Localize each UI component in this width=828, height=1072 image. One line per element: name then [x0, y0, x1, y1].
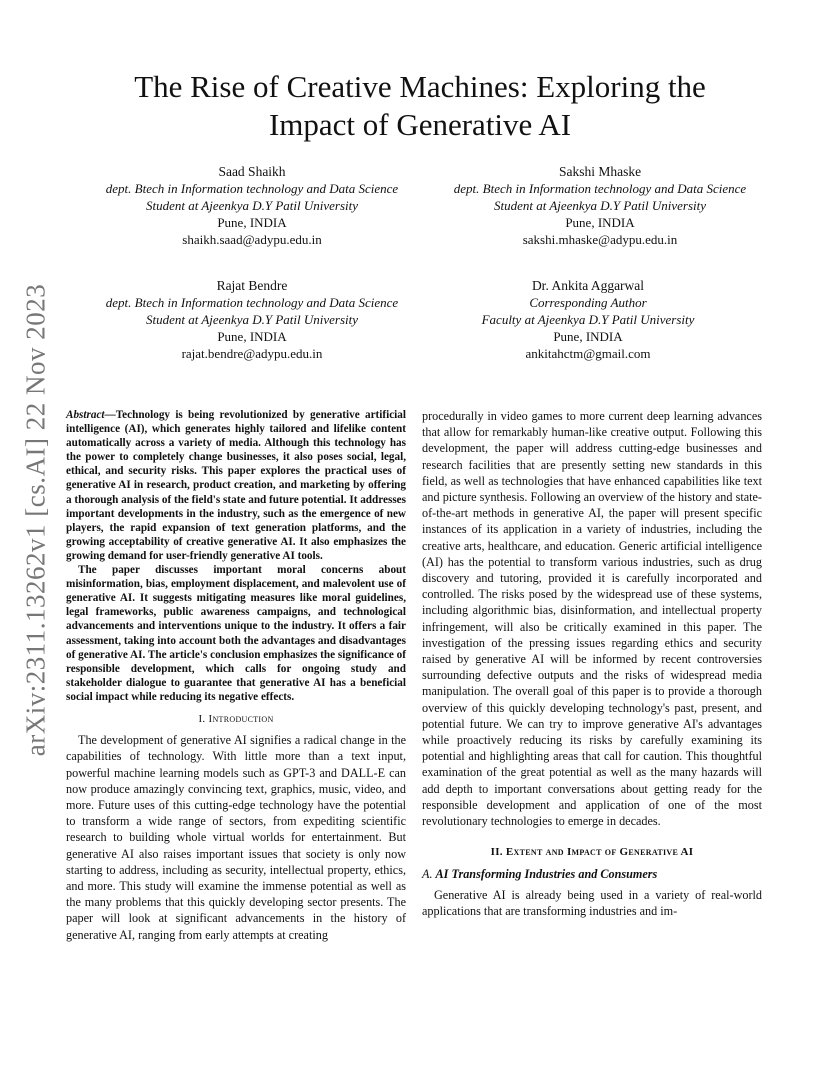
- author-name: Dr. Ankita Aggarwal: [531, 278, 645, 293]
- author-affiliation-dept: Corresponding Author: [529, 295, 647, 310]
- abstract-paragraph-1: Abstract—Technology is being revolutionized by generative artificial intelligence (AI), which generates highly tailored and lifelike content automatically across a variety of media. Although this technology has the power to completely change businesses, it also poses social, legal, ethical, and security risks. This paper explores the practical uses of generative AI in research, product creation, and marketing by offering a thorough analysis of the field's state and future potential. It addresses important developments in the industry, such as the emergence of new players, the rapid expansion of text generation platforms, and the growing acceptability of creative generative AI. It also emphasizes the growing demand for user-friendly generative AI tools.: [66, 409, 407, 562]
- introduction-text-right: procedurally in video games to more current deep learning advances that allow for remarkably human-like creative output. Following this development, the paper will address cutting-edge businesses and research facilities that are presently setting new standards in this field, as well as technologies that have enhanced capabilities like text and picture synthesis. Following an overview of the history and state-of-the-art methods in generative AI, the paper will present specific instances of its application in a variety of industries, including the creative arts, healthcare, and education. Generic artificial intelligence (AI) has the potential to transform various industries, such as drug discovery and tutoring, provided it is carefully incorporated and controlled. The risks posed by the widespread use of these systems, including algorithmic bias, disinformation, and intellectual property infringement, will also be critically examined in this paper. The investigation of the pressing issues regarding ethics and security raised by generative AI will be informed by recent controversies surrounding defective outputs and the risks of widespread media manipulation. The overall goal of this paper is to provide a thorough overview of this quickly developing technology's past, present, and potential future. We can try to improve generative AI's advantages while proactively reducing its risks by carefully examining its potential and highlighting areas that call for caution. This thoughtful examination of the great potential as well as the many hazards will add depth to important conversations about getting ready for the responsible development and application of one of the most revolutionary technologies to emerge in decades.: [422, 409, 762, 829]
- author-location: Pune, INDIA: [217, 215, 287, 230]
- right-column: [422, 408, 762, 919]
- author-email[interactable]: rajat.bendre@adypu.edu.in: [181, 346, 323, 361]
- author-affiliation-role: Student at Ajeenkya D.Y Patil University: [493, 198, 707, 213]
- abstract-text-1: Technology is being revolutionized by generative artificial intelligence (AI), which generates highly tailored and lifelike content automatically across a variety of media. Although this technology has the power to completely change businesses, it also poses social, legal, ethical, and security risks. This paper explores the practical uses of generative AI in research, product creation, and marketing by offering a thorough analysis of the field's state and future potential. It addresses important developments in the industry, such as the emergence of new players, the rapid expansion of text generation platforms, and the growing acceptability of creative generative AI. It also emphasizes the growing demand for user-friendly generative AI tools.: [66, 409, 407, 562]
- author-location: Pune, INDIA: [217, 329, 287, 344]
- paper-title: The Rise of Creative Machines: Exploring the Impact of Generative AI: [134, 69, 706, 142]
- author-block-2: [405, 163, 795, 248]
- section-heading-introduction: [66, 711, 406, 727]
- arxiv-identifier: arXiv:2311.13262v1 [cs.AI] 22 Nov 2023: [20, 283, 51, 757]
- author-block-1: [57, 163, 447, 248]
- subsection-heading: [422, 866, 762, 882]
- author-email[interactable]: ankitahctm@gmail.com: [525, 346, 651, 361]
- author-name: Rajat Bendre: [216, 278, 288, 293]
- author-block-4: [393, 277, 783, 362]
- author-email[interactable]: shaikh.saad@adypu.edu.in: [182, 232, 322, 247]
- author-email[interactable]: sakshi.mhaske@adypu.edu.in: [522, 232, 678, 247]
- author-affiliation-dept: dept. Btech in Information technology and Data Science: [105, 181, 399, 196]
- section-title: Introduction: [208, 712, 274, 725]
- author-affiliation-role: Faculty at Ajeenkya D.Y Patil University: [481, 312, 695, 327]
- subsection-label: A.: [422, 867, 433, 882]
- section-heading-extent-impact: [422, 844, 762, 860]
- left-column: [66, 408, 406, 943]
- author-name: Sakshi Mhaske: [558, 164, 642, 179]
- abstract-paragraph-2: The paper discusses important moral concerns about misinformation, bias, employment displacement, and malevolent use of generative AI. It suggests mitigating measures like moral guidelines, legal frameworks, public awareness campaigns, and technological advancements and interventions unique to the industry. It offers a fair assessment, taking into account both the advantages and disadvantages of generative AI. The article's conclusion emphasizes the significance of responsible development, which calls for ongoing study and stakeholder dialogue to guarantee that generative AI has a beneficial social impact while reducing its negative effects.: [66, 564, 406, 703]
- author-block-3: [57, 277, 447, 362]
- author-affiliation-role: Student at Ajeenkya D.Y Patil University: [145, 198, 359, 213]
- section-title: Extent and Impact of Generative AI: [505, 846, 694, 859]
- author-affiliation-role: Student at Ajeenkya D.Y Patil University: [145, 312, 359, 327]
- author-affiliation-dept: dept. Btech in Information technology and Data Science: [105, 295, 399, 310]
- section-number: I.: [198, 712, 206, 725]
- author-location: Pune, INDIA: [553, 329, 623, 344]
- introduction-text-left: The development of generative AI signifies a radical change in the capabilities of technology. With little more than a text input, powerful machine learning models such as GPT-3 and DALL-E can now produce amazingly convincing text, graphics, music, video, and more. Future uses of this cutting-edge technology have the potential to transform a wide range of sectors, from expediting scientific research to building whole virtual worlds for entertainment. But generative AI also raises important issues that society is only now starting to address, including as security, intellectual property, ethics, and more. This study will examine the immense potential as well as the many problems that this quickly developing sector presents. The paper will look at significant advancements in the history of generative AI, ranging from early attempts at creating: [66, 733, 406, 942]
- section2-text: Generative AI is already being used in a variety of real-world applications that are transforming industries and im-: [422, 887, 762, 918]
- author-location: Pune, INDIA: [565, 215, 635, 230]
- author-name: Saad Shaikh: [218, 164, 286, 179]
- abstract-label: Abstract: [66, 409, 105, 421]
- author-affiliation-dept: dept. Btech in Information technology and Data Science: [453, 181, 747, 196]
- section-number: II.: [490, 846, 503, 859]
- subsection-title: AI Transforming Industries and Consumers: [435, 867, 658, 882]
